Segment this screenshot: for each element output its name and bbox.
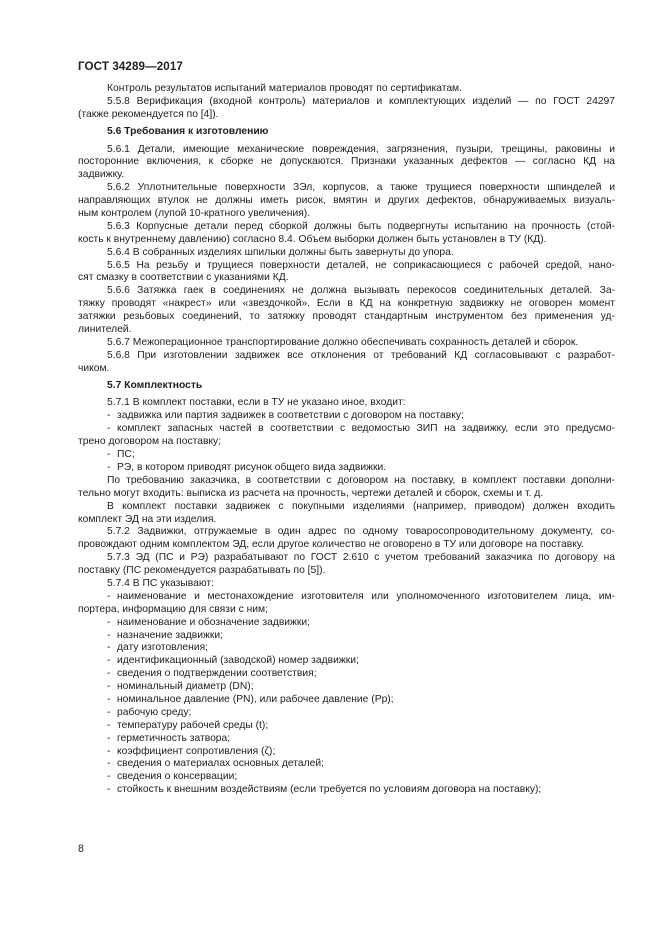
list-item (78, 630, 615, 643)
list-item (78, 423, 615, 436)
text-line (78, 539, 615, 552)
line-text: назначение задвижки; (117, 629, 224, 641)
line-text: задвижку. (78, 169, 125, 181)
list-item (78, 707, 615, 720)
text-line (78, 552, 615, 565)
line-text: дату изготовления; (117, 642, 209, 654)
list-item (78, 733, 615, 746)
line-text: 5.5.8 Верификация (входной контроль) материалов и комплектующих изделий — по ГОСТ 24297 (107, 95, 615, 107)
list-item (78, 681, 615, 694)
section-heading (78, 126, 615, 139)
text-line (78, 169, 615, 182)
line-text: 5.7.2 Задвижки, отгружаемые в один адрес по одному товаросопроводительному документу, со- (107, 526, 615, 538)
list-bullet: - (107, 758, 111, 770)
text-line (78, 514, 615, 527)
list-bullet: - (107, 410, 111, 422)
line-text: кость к внутреннему давлению) согласно 8.4. Объем выборки должен быть установлен в ТУ (КД). (78, 233, 547, 245)
page-number: 8 (78, 843, 84, 855)
text-line (78, 96, 615, 109)
list-item (78, 694, 615, 707)
line-text: комплект запасных частей в соответствии с ведомостью ЗИП на задвижку, если это предусмо- (117, 423, 615, 435)
line-text: 5.6.8 При изготовлении задвижек все отклонения от требований КД согласовывают с разработ- (107, 349, 615, 361)
list-bullet: - (107, 784, 111, 796)
list-bullet: - (107, 732, 111, 744)
text-line (78, 195, 615, 208)
text-line (78, 337, 615, 350)
list-bullet: - (107, 693, 111, 705)
text-line (78, 285, 615, 298)
line-text: направляющих втулок не должны иметь рисок, вмятин и других дефектов, обнаруживаемых визуаль- (78, 195, 615, 207)
text-line (78, 247, 615, 260)
line-text: тяжку проводят «накрест» или «звездочкой». Если в КД на конкретную задвижку не оговорен момент (78, 298, 615, 310)
list-item (78, 642, 615, 655)
list-item (78, 462, 615, 475)
line-text: герметичность затвора; (117, 732, 231, 744)
line-text: (также рекомендуется по [4]). (78, 108, 219, 120)
text-line (78, 260, 615, 273)
list-bullet: - (107, 719, 111, 731)
document-code-header: ГОСТ 34289—2017 (78, 60, 183, 73)
line-text: провождают одним комплектом ЭД, если другое количество не оговорено в ТУ или договоре на поставку. (78, 539, 584, 551)
text-line (78, 501, 615, 514)
line-text: номинальный диаметр (DN); (117, 681, 254, 693)
list-bullet: - (107, 655, 111, 667)
text-line (78, 221, 615, 234)
line-text: чиком. (78, 362, 110, 374)
list-bullet: - (107, 449, 111, 461)
list-item (78, 720, 615, 733)
text-line (78, 272, 615, 285)
line-text: 5.6.1 Детали, имеющие механические повреждения, загрязнения, пузыри, трещины, раковины и (107, 143, 615, 155)
line-text: поставку (ПС рекомендуется разрабатывать по [5]). (78, 565, 326, 577)
line-text: линителей. (78, 324, 132, 336)
list-item (78, 655, 615, 668)
line-text: 5.6.5 На резьбу и трущиеся поверхности деталей, не соприкасающиеся с рабочей средой, нано- (107, 259, 615, 271)
line-text: трено договором на поставку; (78, 436, 222, 448)
line-text: тельно могут входить: выписка из расчета на прочность, чертежи деталей и сборок, схемы и т. д. (78, 487, 544, 499)
list-item (78, 449, 615, 462)
text-line (78, 234, 615, 247)
line-text: наименование и обозначение задвижки; (117, 616, 311, 628)
list-item (78, 617, 615, 630)
line-text: ПС; (117, 449, 135, 461)
text-line (78, 475, 615, 488)
line-text: По требованию заказчика, в соответствии с договором на поставку, в комплект поставки дополни- (107, 474, 615, 486)
list-bullet: - (107, 642, 111, 654)
line-text: 5.6.4 В собранных изделиях шпильки должны быть завернуты до упора. (107, 246, 454, 258)
list-item (78, 668, 615, 681)
line-text: затяжки резьбовых соединений, то затяжку проводят стандартным инструментом без применения уд- (78, 311, 615, 323)
list-bullet: - (107, 668, 111, 680)
text-line (78, 578, 615, 591)
line-text: портера, информацию для связи с ним; (78, 603, 268, 615)
list-item (78, 591, 615, 604)
text-line (78, 436, 615, 449)
text-line (78, 324, 615, 337)
text-line (78, 156, 615, 169)
list-bullet: - (107, 629, 111, 641)
line-text: посторонние включения, к сборке не допускаются. Признаки указанных дефектов — согласно КД на (78, 156, 615, 168)
line-text: 5.7.1 В комплект поставки, если в ТУ не указано иное, входит: (107, 397, 406, 409)
text-line (78, 565, 615, 578)
line-text: стойкость к внешним воздействиям (если требуется по условиям договора на поставку); (117, 784, 542, 796)
list-item (78, 784, 615, 797)
text-line (78, 182, 615, 195)
text-line (78, 363, 615, 376)
line-text: 5.6.3 Корпусные детали перед сборкой должны быть подвергнуты испытанию на прочность (стой- (107, 220, 615, 232)
line-text: сят смазку в соответствии с указаниями КД. (78, 272, 289, 284)
list-item (78, 410, 615, 423)
line-text: 5.6 Требования к изготовлению (107, 125, 269, 137)
text-line (78, 109, 615, 122)
line-text: 5.7.4 В ПС указывают: (107, 577, 214, 589)
list-bullet: - (107, 745, 111, 757)
line-text: сведения о подтверждении соответствия; (117, 668, 317, 680)
line-text: наименование и местонахождение изготовителя или уполномоченного изготовителем лица, им- (117, 590, 615, 602)
list-item (78, 746, 615, 759)
text-line (78, 397, 615, 410)
line-text: рабочую среду; (117, 706, 192, 718)
list-bullet: - (107, 423, 111, 435)
line-text: 5.6.2 Уплотнительные поверхности ЗЭл, корпусов, а также трущиеся поверхности шпинделей и (107, 182, 615, 194)
section-heading (78, 380, 615, 393)
list-bullet: - (107, 616, 111, 628)
line-text: 5.7.3 ЭД (ПС и РЭ) разрабатывают по ГОСТ 2.610 с учетом требований заказчика по договору на (107, 552, 615, 564)
line-text: РЭ, в котором приводят рисунок общего вида задвижки. (117, 461, 387, 473)
line-text: коэффициент сопротивления (ζ); (117, 745, 276, 757)
list-bullet: - (107, 771, 111, 783)
line-text: ным контролем (лупой 10-кратного увеличения). (78, 208, 311, 220)
text-line (78, 526, 615, 539)
text-line (78, 350, 615, 363)
text-line (78, 144, 615, 157)
list-item (78, 758, 615, 771)
document-body (78, 83, 615, 797)
text-line (78, 604, 615, 617)
list-bullet: - (107, 461, 111, 473)
line-text: 5.7 Комплектность (107, 379, 203, 391)
text-line (78, 83, 615, 96)
line-text: 5.6.6 Затяжка гаек в соединениях не должна вызывать перекосов соединительных деталей. За- (107, 285, 615, 297)
line-text: сведения о консервации; (117, 771, 238, 783)
line-text: комплект ЭД на эти изделия. (78, 513, 217, 525)
line-text: сведения о материалах основных деталей; (117, 758, 324, 770)
line-text: 5.6.7 Межоперационное транспортирование должно обеспечивать сохранность деталей и сборок. (107, 336, 579, 348)
text-line (78, 208, 615, 221)
line-text: задвижка или партия задвижек в соответствии с договором на поставку; (117, 410, 464, 422)
text-line (78, 298, 615, 311)
list-bullet: - (107, 706, 111, 718)
line-text: Контроль результатов испытаний материалов проводят по сертификатам. (107, 83, 462, 94)
list-bullet: - (107, 590, 111, 602)
list-item (78, 771, 615, 784)
text-line (78, 488, 615, 501)
line-text: В комплект поставки задвижек с покупными изделиями (например, приводом) должен входить (107, 500, 615, 512)
line-text: идентификационный (заводской) номер задвижки; (117, 655, 359, 667)
line-text: температуру рабочей среды (t); (117, 719, 269, 731)
text-line (78, 311, 615, 324)
list-bullet: - (107, 681, 111, 693)
line-text: номинальное давление (PN), или рабочее давление (Pр); (117, 693, 394, 705)
